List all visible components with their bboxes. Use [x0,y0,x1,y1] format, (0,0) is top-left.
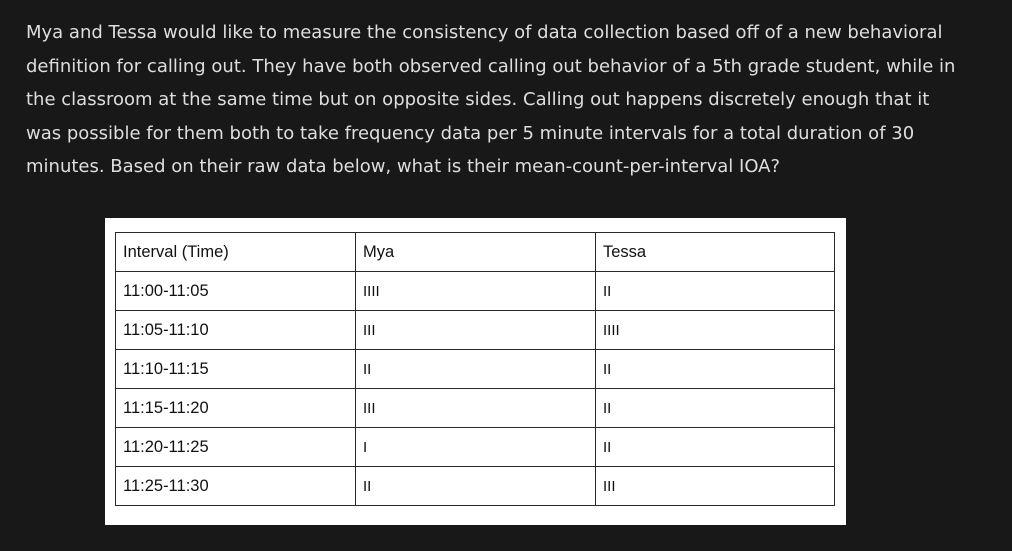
tessa-tally-cell: II [596,389,835,428]
mya-tally-cell: III [356,389,596,428]
mya-tally-cell: II [356,350,596,389]
mya-tally-cell: IIII [356,272,596,311]
mya-tally-cell: I [356,428,596,467]
interval-cell: 11:00-11:05 [116,272,356,311]
table-row [116,428,835,467]
tessa-tally-cell: III [596,467,835,506]
table-row [116,311,835,350]
interval-cell: 11:05-11:10 [116,311,356,350]
tessa-tally-cell: II [596,428,835,467]
table-row [116,272,835,311]
mya-tally-cell: III [356,311,596,350]
question-text: Mya and Tessa would like to measure the consistency of data collection based off of a new behavioral definition for calling out. They have both observed calling out behavior of a 5th grade student, while in the classroom at the same time but on opposite sides. Calling out happens discretely enough that it was possible for them both to take frequency data per 5 minute intervals for a total duration of 30 minutes. Based on their raw data below, what is their mean-count-per-interval IOA? [26,22,956,177]
table-row [116,389,835,428]
tessa-tally-cell: II [596,272,835,311]
mya-tally-cell: II [356,467,596,506]
tessa-tally-cell: IIII [596,311,835,350]
table-header-row [116,233,835,272]
interval-cell: 11:20-11:25 [116,428,356,467]
interval-cell: 11:15-11:20 [116,389,356,428]
tessa-tally-cell: II [596,350,835,389]
tally-table [115,232,835,506]
interval-cell: 11:10-11:15 [116,350,356,389]
table-row [116,350,835,389]
header-tessa: Tessa [596,233,835,272]
header-mya: Mya [356,233,596,272]
header-interval: Interval (Time) [116,233,356,272]
table-row [116,467,835,506]
interval-cell: 11:25-11:30 [116,467,356,506]
data-table-image [105,218,846,525]
